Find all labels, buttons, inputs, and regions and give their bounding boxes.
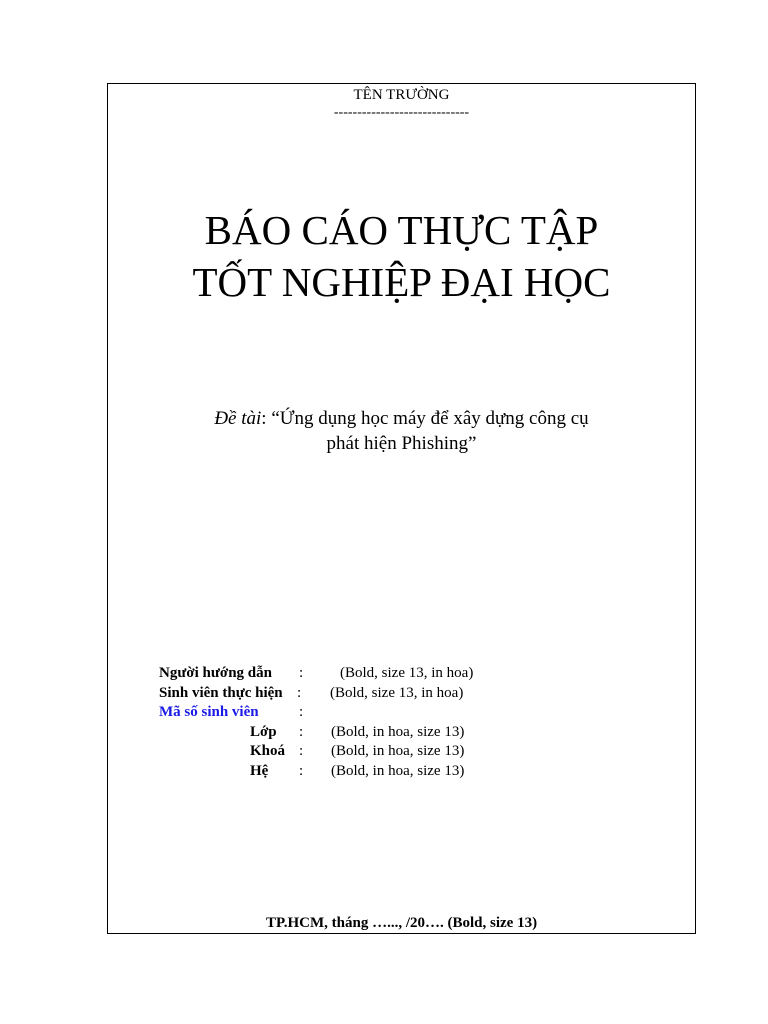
faculty-label: Khoá [250, 743, 286, 759]
advisor-colon: : [299, 665, 304, 681]
school-divider: ----------------------------- [333, 105, 470, 120]
student-label: Sinh viên thực hiện [159, 684, 283, 701]
topic [108, 406, 695, 456]
program-label: Hệ [250, 762, 269, 779]
topic-separator: : [261, 408, 272, 429]
report-title-line-1: BÁO CÁO THỰC TẬP [204, 207, 599, 253]
student-colon: : [297, 684, 302, 701]
cover-page-frame [107, 83, 696, 934]
advisor-value: (Bold, size 13, in hoa) [340, 665, 474, 681]
student-info-block [159, 664, 659, 781]
info-row-student-id [159, 703, 659, 723]
info-row-student [159, 684, 659, 704]
info-row-program [159, 762, 659, 782]
program-colon: : [299, 762, 304, 779]
topic-label: Đề tài [214, 408, 262, 429]
topic-text-line-2: phát hiện Phishing” [326, 433, 477, 454]
report-title-line-2: TỐT NGHIỆP ĐẠI HỌC [192, 259, 611, 305]
info-row-class [159, 723, 659, 743]
class-label: Lớp [250, 723, 277, 740]
faculty-value: (Bold, in hoa, size 13) [331, 743, 465, 759]
student-value: (Bold, size 13, in hoa) [330, 684, 464, 701]
student-id-label: Mã số sinh viên [159, 704, 259, 720]
report-title [108, 204, 695, 308]
topic-line-1 [108, 406, 695, 431]
class-value: (Bold, in hoa, size 13) [331, 723, 465, 740]
info-row-faculty [159, 742, 659, 762]
student-id-colon: : [299, 704, 304, 720]
school-name: TÊN TRƯỜNG [353, 87, 450, 103]
footer-date-line: TP.HCM, tháng …..., /20…. (Bold, size 13) [265, 915, 538, 931]
faculty-colon: : [299, 743, 304, 759]
advisor-label: Người hướng dẫn [159, 665, 272, 681]
topic-text-line-1: “Ứng dụng học máy để xây dựng công cụ [271, 408, 589, 429]
program-value: (Bold, in hoa, size 13) [331, 762, 465, 779]
info-row-advisor [159, 664, 659, 684]
class-colon: : [299, 723, 304, 740]
